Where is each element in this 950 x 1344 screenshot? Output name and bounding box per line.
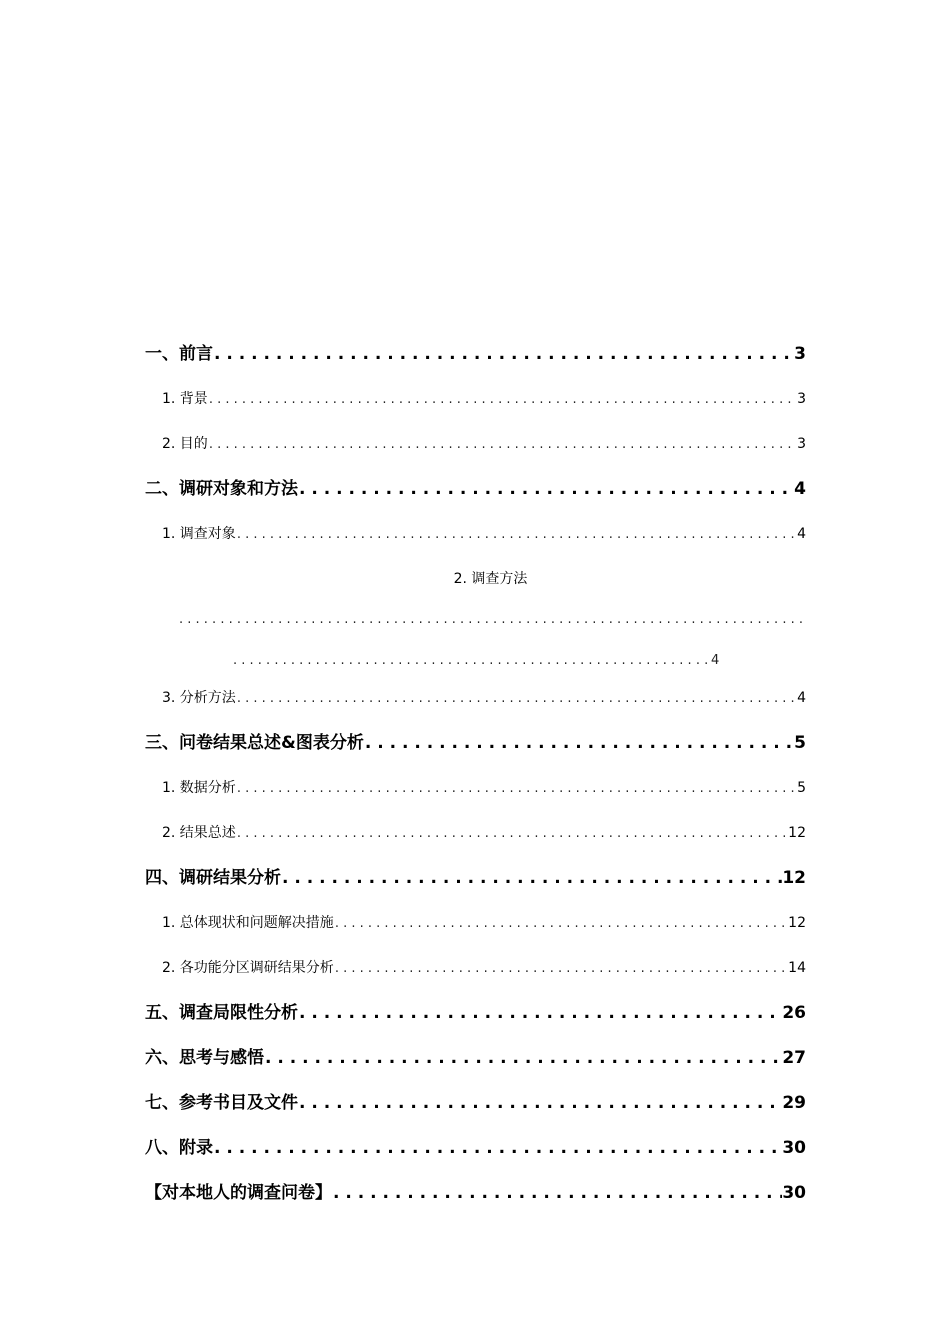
toc-entry-label: 1. 数据分析 [162, 780, 236, 796]
dot-leader [213, 340, 794, 368]
toc-entry-purpose[interactable] [145, 430, 806, 475]
dot-leader [233, 647, 711, 684]
toc-page-number: 26 [782, 1003, 806, 1023]
toc-page-number: 4 [794, 479, 806, 499]
toc-entry-label: 3. 分析方法 [162, 690, 236, 706]
toc-entry-label: 2. 调查方法 [453, 571, 528, 587]
toc-entry-label: 五、调查局限性分析 [145, 1003, 298, 1023]
toc-entry-result-overview[interactable] [145, 819, 806, 864]
toc-entry-label: 【对本地人的调查问卷】 [145, 1183, 332, 1203]
dot-leader [236, 685, 797, 713]
dot-leader [208, 431, 797, 459]
toc-entry-label: 1. 背景 [162, 391, 208, 407]
toc-entry-label: 2. 目的 [162, 436, 208, 452]
toc-entry-research-analysis[interactable] [145, 864, 806, 909]
toc-entry-label: 四、调研结果分析 [145, 868, 281, 888]
toc-page-number: 12 [788, 915, 806, 931]
toc-page-number: 27 [782, 1048, 806, 1068]
dot-leader [236, 820, 788, 848]
dot-leader [281, 864, 782, 892]
toc-entry-preface[interactable] [145, 340, 806, 385]
toc-page-number: 30 [782, 1183, 806, 1203]
dot-leader [208, 386, 797, 414]
toc-entry-background[interactable] [145, 385, 806, 430]
dot-leader [298, 1089, 782, 1117]
toc-entry-label: 三、问卷结果总述&图表分析 [145, 733, 364, 753]
toc-entry-references[interactable] [145, 1089, 806, 1134]
toc-entry-label: 2. 各功能分区调研结果分析 [162, 960, 334, 976]
toc-page-number: 3 [797, 436, 806, 452]
toc-entry-appendix[interactable] [145, 1134, 806, 1179]
toc-entry-analysis-methods[interactable] [145, 684, 806, 729]
toc-entry-label: 六、思考与感悟 [145, 1048, 264, 1068]
toc-entry-label: 2. 结果总述 [162, 825, 236, 841]
dot-leader [213, 1134, 782, 1162]
toc-entry-overall-status[interactable] [145, 909, 806, 954]
dot-leader [298, 475, 794, 503]
dot-leader [264, 1044, 782, 1072]
dot-leader [298, 999, 782, 1027]
toc-page-number: 12 [788, 825, 806, 841]
toc-entry-questionnaire[interactable] [145, 1179, 806, 1224]
dot-leader [236, 775, 797, 803]
toc-entry-results-summary[interactable] [145, 729, 806, 774]
toc-entry-functional-zones[interactable] [145, 954, 806, 999]
toc-page-number: 14 [788, 960, 806, 976]
toc-entry-survey-methods[interactable] [145, 565, 806, 684]
dot-leader [364, 729, 794, 757]
toc-page-number: 4 [711, 653, 720, 668]
toc-entry-data-analysis[interactable] [145, 774, 806, 819]
toc-entry-label: 七、参考书目及文件 [145, 1093, 298, 1113]
toc-page-number: 12 [782, 868, 806, 888]
table-of-contents [145, 340, 806, 1224]
toc-entry-label: 八、附录 [145, 1138, 213, 1158]
dot-leader [332, 1179, 782, 1207]
toc-page-number: 3 [797, 391, 806, 407]
toc-page-number: 30 [782, 1138, 806, 1158]
dot-leader [236, 521, 797, 549]
toc-entry-reflections[interactable] [145, 1044, 806, 1089]
toc-entry-label: 1. 调查对象 [162, 526, 236, 542]
toc-entry-label: 一、前言 [145, 344, 213, 364]
toc-page-number: 5 [794, 733, 806, 753]
toc-entry-subjects-methods[interactable] [145, 475, 806, 520]
toc-entry-label: 二、调研对象和方法 [145, 479, 298, 499]
toc-page-number: 3 [794, 344, 806, 364]
dot-leader [145, 606, 804, 647]
toc-page-number: 5 [797, 780, 806, 796]
toc-page-number: 29 [782, 1093, 806, 1113]
toc-page-number: 4 [797, 526, 806, 542]
toc-entry-limitations[interactable] [145, 999, 806, 1044]
toc-entry-label: 1. 总体现状和问题解决措施 [162, 915, 334, 931]
dot-leader [334, 910, 788, 938]
toc-entry-survey-subjects[interactable] [145, 520, 806, 565]
dot-leader [334, 955, 788, 983]
toc-page-number: 4 [797, 690, 806, 706]
